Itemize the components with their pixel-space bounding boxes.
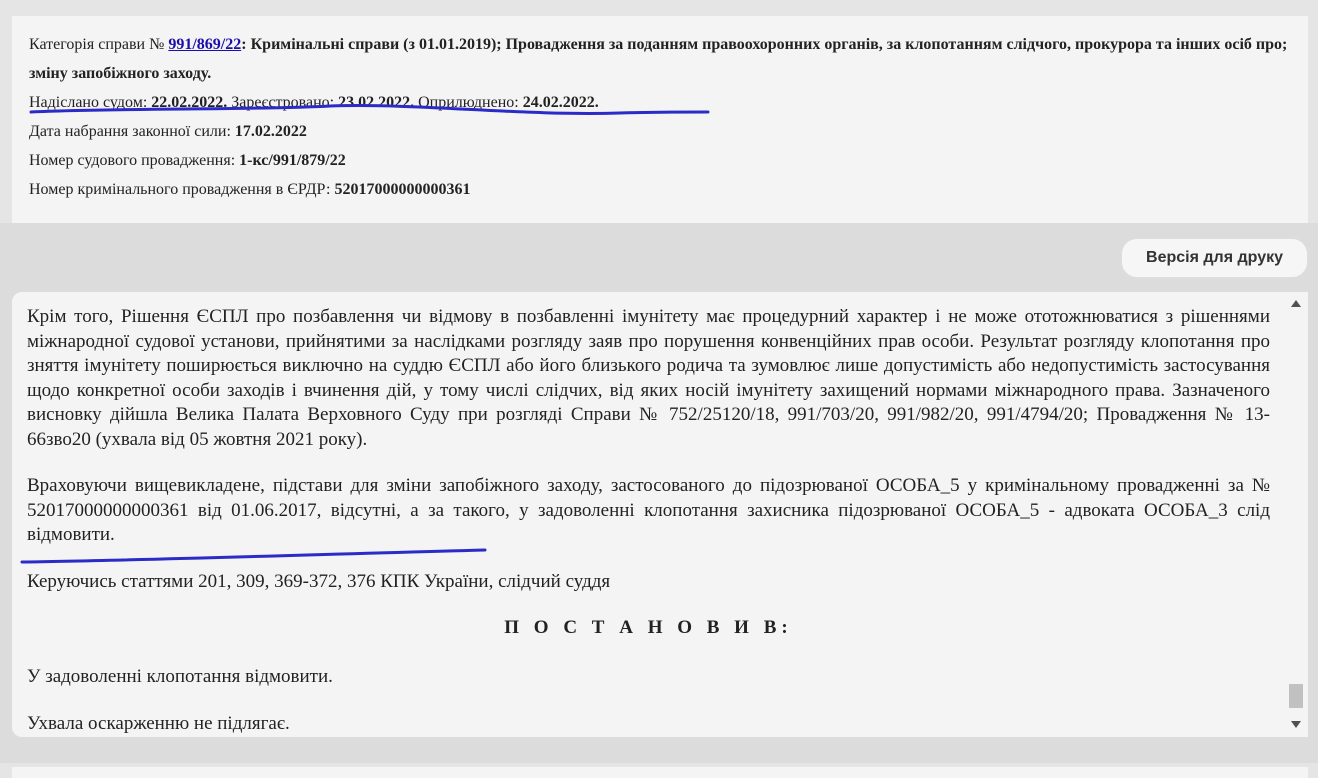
dates-line: [29, 88, 1291, 117]
registered-date: 23.02.2022.: [338, 94, 415, 111]
vertical-scrollbar[interactable]: [1284, 292, 1308, 737]
sent-label: Надіслано судом:: [29, 94, 152, 111]
case-category-line: [29, 30, 1291, 88]
proceeding-line: [29, 146, 1291, 175]
category-label: Категорія справи №: [29, 36, 169, 53]
erdr-label: Номер кримінального провадження в ЄРДР:: [29, 181, 335, 198]
legal-force-line: [29, 117, 1291, 146]
triangle-down-icon[interactable]: [1291, 721, 1301, 728]
decision-heading: П О С Т А Н О В И В:: [504, 617, 793, 638]
published-label: Оприлюднено:: [414, 94, 523, 111]
print-version-button[interactable]: Версія для друку: [1121, 238, 1308, 278]
proceeding-label: Номер судового провадження:: [29, 152, 240, 169]
scrollbar-thumb[interactable]: [1289, 684, 1303, 708]
paragraph-legal-basis: Керуючись статтями 201, 309, 369-372, 376 КПК України, слідчий суддя: [27, 570, 611, 592]
paragraph-echr-immunity: Крім того, Рішення ЄСПЛ про позбавлення чи відмову в позбавленні імунітету має процедурний характер і не може ототожнюватися з рішеннями міжнародної судової установи, прийнятими за наслідками розгляду заяв про порушення конвенційних прав особи. Результат розгляду клопотання про зняття імунітету поширюється виключно на суддю ЄСПЛ або його близького родича та зумовлює лише допустимість або недопустимість застосування щодо конкретної особи заходів і вчинення дій, у тому числі слідчих, від яких носій імунітету захищений нормами міжнародного права. Зазначеного висновку дійшла Велика Палата Верховного Суду при розгляді Справи № 752/25120/18, 991/703/20, 991/982/20, 991/4794/20; Провадження № 13-66зво20 (ухвала від 05 жовтня 2021 року).: [27, 306, 1270, 450]
footer-strip: [12, 767, 1308, 778]
decision-text-panel[interactable]: [12, 292, 1308, 737]
legal-force-label: Дата набрання законної сили:: [29, 123, 235, 140]
sent-date: 22.02.2022.: [151, 94, 228, 111]
paragraph-conclusion: Враховуючи вищевикладене, підстави для зміни запобіжного заходу, застосованого до підозрюваної ОСОБА_5 у кримінальному провадженні за № 52017000000000361 від 01.06.2017, відсутні, а за такого, у задоволенні клопотання захисника підозрюваної ОСОБА_5 - адвоката ОСОБА_3 слід відмовити.: [27, 475, 1270, 545]
proceeding-number: 1-кс/991/879/22: [239, 152, 346, 169]
registered-label: Зареєстровано:: [227, 94, 339, 111]
erdr-line: [29, 175, 1291, 204]
case-info-card: [12, 16, 1308, 223]
case-number-link[interactable]: 991/869/22: [168, 36, 242, 53]
paragraph-ruling: У задоволенні клопотання відмовити.: [27, 666, 333, 687]
category-text: : Кримінальні справи (з 01.01.2019); Провадження за поданням правоохоронних органів, за клопотанням слідчого, прокурора та інших осіб про; зміну запобіжного заходу.: [29, 36, 1288, 82]
decision-text-scroll-area[interactable]: [12, 292, 1284, 737]
paragraph-appeal: Ухвала оскарженню не підлягає.: [27, 712, 290, 734]
published-date: 24.02.2022.: [522, 94, 599, 111]
legal-force-date: 17.02.2022: [234, 123, 307, 140]
triangle-up-icon[interactable]: [1291, 300, 1301, 307]
erdr-number: 52017000000000361: [334, 181, 471, 198]
